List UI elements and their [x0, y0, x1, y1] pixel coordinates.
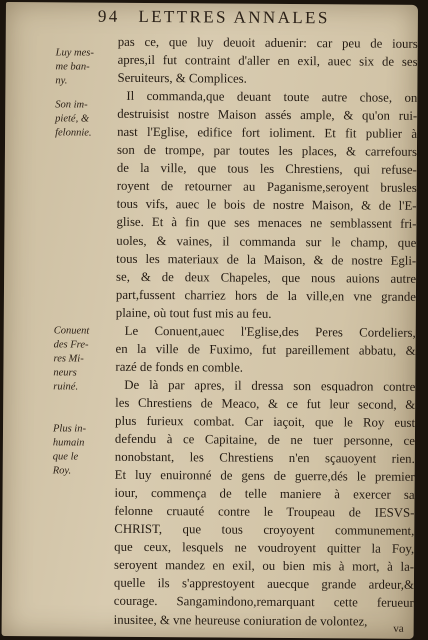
margin-note-banny: [55, 46, 111, 88]
margin-note-line: Son im-: [55, 99, 88, 111]
text-line: felonne cruauté contre le Troupeau de IESVS-: [114, 503, 415, 521]
text-line: razé de fonds en comble.: [115, 359, 244, 375]
text-line: nast l'Eglise, edifice fort ioliment. Et fit publier à: [117, 125, 418, 142]
margin-note-line: Plus in-: [52, 423, 87, 435]
text-line: que ceux, lesquels ne voudroyent quitter la Foy,: [114, 540, 415, 557]
margin-note-line: felonnie.: [55, 127, 92, 139]
text-line: royent de retourner au Paganisme,seroyent brusles: [116, 179, 417, 196]
text-line: plaine, où tout fust mis au feu.: [115, 305, 272, 321]
text-line: inusitee, & vne heureuse coniuration de volontez,: [113, 612, 368, 629]
margin-note-line: ruiné.: [53, 381, 79, 393]
text-line: CHRIST, que tous croyoyent communement,: [114, 522, 415, 539]
text-line: uoles, & vaines, il commanda sur le champ, que: [116, 233, 417, 250]
page-header: [98, 7, 330, 29]
paragraph: [114, 376, 416, 631]
paragraph: [117, 33, 417, 89]
margin-note-impiete: [55, 98, 111, 140]
margin-note-line: Roy.: [52, 465, 72, 477]
text-line: plus furieux combat. Car iaçoit, que le Roy eust: [115, 413, 416, 430]
text-line: quelle ils s'apprestoyent auecque grande ardeur,&: [113, 576, 414, 593]
running-title: LETTRES ANNALES: [138, 6, 330, 28]
text-line: pas ce, que luy deuoit aduenir: car peu de iours: [117, 34, 418, 51]
catchword: va: [393, 622, 404, 635]
text-line: se, & de deux Chapeles, que nous auions autre: [116, 269, 417, 286]
margin-note-line: res Mi-: [53, 353, 84, 365]
text-line: iour, commença de telle maniere à exercer sa: [114, 485, 415, 503]
body-text: [114, 33, 418, 631]
text-line: son de trompe, par toutes les places, & carrefours: [116, 143, 418, 160]
text-line: tous vifs, auec le bois de nostre Maison, & de l'E-: [116, 197, 417, 214]
margin-note-line: humain: [52, 437, 85, 449]
text-line: Le Conuent,auec l'Eglise,des Peres Cordeliers,: [124, 323, 416, 340]
margin-note-line: neurs: [53, 367, 77, 379]
text-line: Seruiteurs, & Complices.: [117, 70, 247, 86]
book-page: [2, 2, 418, 639]
margin-note-plus-inhumain: [53, 422, 109, 478]
text-line: de la ville, que tous les Chrestiens, qui refuse-: [116, 161, 417, 178]
text-line: apres,il fut contraint d'aller en exil, auec six de ses: [117, 52, 418, 69]
margin-note-line: me ban-: [55, 61, 90, 73]
text-line: De là par apres, il dressa son esquadron contre: [124, 377, 416, 394]
text-line: Il commanda,que deuant toute autre chose, on: [126, 88, 418, 106]
page-number: 94: [97, 6, 120, 26]
margin-note-line: Luy mes-: [55, 47, 94, 59]
margin-note-line: des Fre-: [53, 339, 89, 351]
text-line: glise. Et à fin que ses menaces ne semblassent fri-: [116, 215, 417, 232]
margin-note-conuent: [53, 324, 109, 394]
text-line: Et luy enuironné de gens de guerre,dés le premier: [114, 467, 415, 484]
text-line: seroyent mandez en exil, ou bien mis à mort, à la-: [114, 558, 415, 575]
margin-note-line: Conuent: [53, 325, 90, 337]
text-line: en la ville de Fuximo, fut pareillement abbatu, &: [115, 341, 416, 358]
margin-note-line: pieté, &: [55, 113, 90, 125]
text-line: nonobstant, les Chrestiens n'en sçauoyent rien.: [114, 449, 415, 466]
text-line: destruisist nostre Maison assés ample, & qu'on rui-: [117, 106, 418, 124]
paragraph: [115, 322, 415, 378]
text-line: part,fussent charriez hors de la ville,en vne grande: [115, 287, 417, 304]
text-line: defendu à ce Capitaine, de ne tuer personne, ce: [114, 431, 415, 448]
margin-note-line: que le: [52, 451, 79, 463]
text-line: courage. Sangamindono,remarquant cette ferueur: [113, 594, 414, 611]
text-line: tous les materiaux de la Maison, & de nostre Egli-: [116, 251, 417, 268]
margin-note-line: ny.: [55, 75, 68, 87]
paragraph: [116, 87, 418, 324]
text-line: les Chrestiens de Meaco, & ce fut leur second, &: [115, 395, 416, 412]
